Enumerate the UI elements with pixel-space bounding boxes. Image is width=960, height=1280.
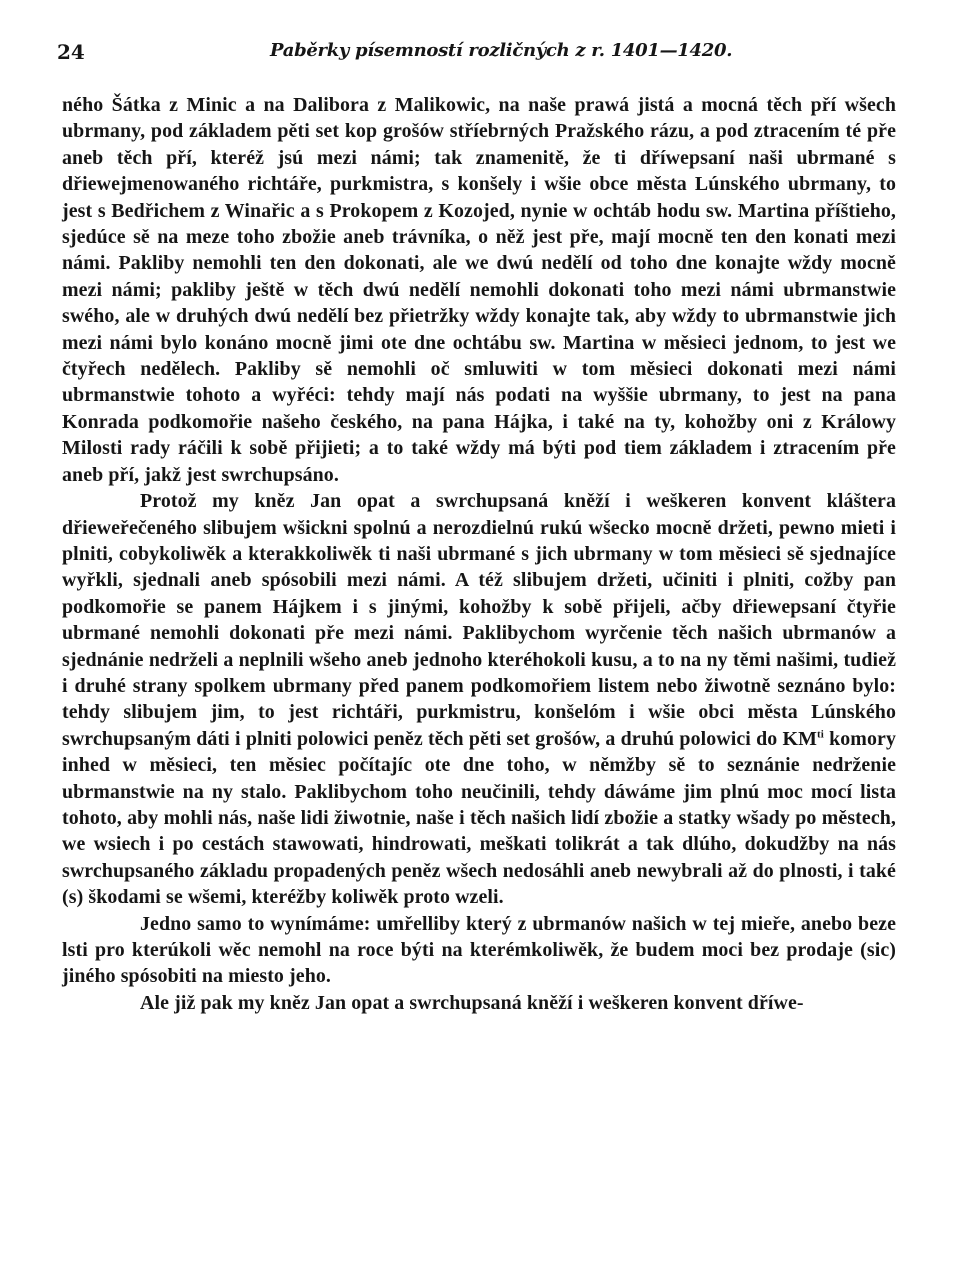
paragraph-2-superscript: ti [816, 728, 824, 741]
paragraph-2-text: Protož my kněz Jan opat a swrchupsaná kněží i weškeren konvent kláštera dřieweřečeného slibujem wšickni spolnú a nerozdielnú rukú wšecko mocně držeti, pewno mieti i plniti, cobykoliwěk a kterakkoliwěk ti naši ubrmané s jich ubrmany w tom měsieci sě sjednajíce wyřkli, sjednali aneb spósobili mezi námi. A též slibujem držeti, učiniti i plniti, cožby pan podkomořie se panem Hájkem i s jinými, kohožby k sobě přijeli, ačby dřiewepsaní čtyřie ubrmané nemohli dokonati pře mezi námi. Paklibychom wyrčenie těch našich ubrmanów a sjednánie nedrželi a neplnili wšeho aneb jednoho kteréhokoli kusu, a to na ny těmi našimi, tudiež i druhé strany spolkem ubrmany před panem podkomořiem listem nebo žiwotně seznáno bylo: tehdy slibujem jim, to jest richtáři, purkmistru, konšelóm i wšie obci města Lúnského swrchupsaným dáti i plniti polowici peněz těch pěti set grošów, a druhú polowici do KM [62, 490, 896, 750]
paragraph-2-text-continued: komory inhed w měsieci, ten měsiec počítajíc ote dne toho, w němžby sě to seznánie nedrženie ubrmanstwie na ny stalo. Paklibychom toho neučinili, tehdy dáwáme jim plnú moc mocí lista tohoto, aby mohli nás, naše lidi žiwotnie, naše i těch našich lidí zbožie a statky wšady po městech, we wsiech i po cestách stawowati, hindrowati, meškati tolikrát a tak dlúho, dokudžby na nás swrchupsaného základu propadených peněz wšech nedosáhli aneb newybrali až do plnosti, i také (s) škodami se wšemi, kteréžby koliwěk proto wzeli. [62, 727, 896, 909]
paragraph-4: Ale již pak my kněz Jan opat a swrchupsaná kněží i weškeren konvent dříwe- [140, 991, 804, 1014]
running-title: Paběrky písemností rozličných z r. 1401—1420. [270, 40, 733, 61]
paragraph-3: Jedno samo to wynímáme: umřelliby který z ubrmanów našich w tej mieře, anebo beze lsti pro kterúkoli wěc nemohl na roce býti na kterémkoliwěk, že budem moci bez prodaje (sic) jiného spósobiti na miesto jeho. [62, 912, 896, 988]
body-text [62, 92, 896, 1016]
paragraph-1: ného Šátka z Minic a na Dalibora z Malikowic, na naše prawá jistá a mocná těch pří wšech ubrmany, pod základem pěti set kop grošów stříebrných Pražského rázu, a pod ztracením té pře aneb těch pří, kteréž jsú mezi námi; tak znamenitě, že ti dříwepsaní naši ubrmané s dřiewejmenowaného richtáře, purkmistra, s konšely i wšie obce města Lúnského ubrmany, to jest s Bedřichem z Winařic a s Prokopem z Kozojed, nynie w ochtáb hodu sw. Martina příštieho, sjedúce sě na meze toho zbožie aneb trávníka, o něž jest pře, mají mocně ten den konati mezi námi. Pakliby nemohli ten den dokonati, ale we dwú nedělí od toho dne konajte wždy mocně mezi námi; pakliby ještě w těch dwú nedělí nemohli dokonati toho mezi námi ubrmanstwie swého, ale w druhých dwú nedělí bez přietržky wždy konajte tak, aby wždy to ubrmanstwie jich mezi námi bylo konáno mocně jimi ote dne ochtábu sw. Martina w měsieci jednom, to jest we čtyřech nedělech. Pakliby sě nemohli oč smluwiti w tom měsieci dokonati mezi námi ubrmanstwie tohoto a wyřéci: tehdy mají nás podati na wyššie ubrmany, to jest na pana Konrada podkomořie našeho českého, na pana Hájka, i také na ty, kohožby oni z Králowy Milosti rady ráčili k sobě přijieti; a to také wždy má býti pod tiem základem i ztracením pře aneb pří, jakž jest swrchupsáno. [62, 94, 896, 486]
paragraph-2 [62, 488, 896, 911]
page-header [57, 40, 900, 70]
page-number: 24 [57, 40, 85, 64]
